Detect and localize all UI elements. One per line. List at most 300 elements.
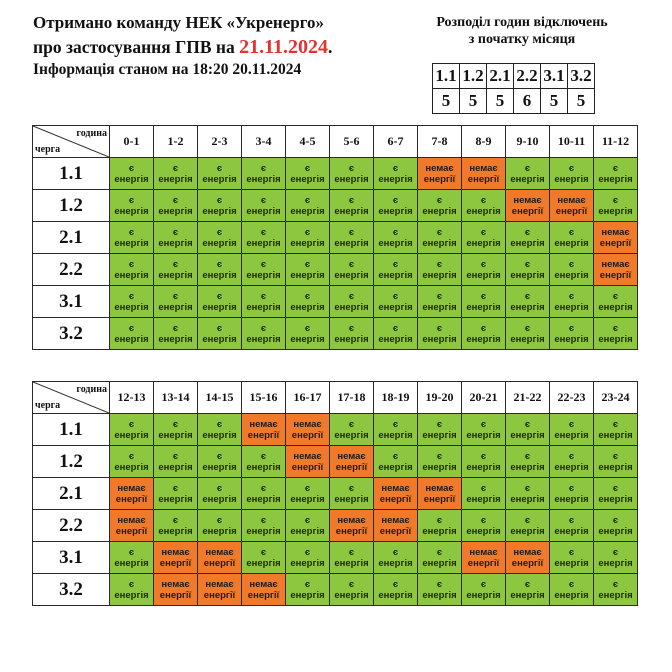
status-line2: енергія [290, 333, 325, 345]
hour-header: 15-16 [242, 382, 286, 414]
power-on-cell [550, 222, 594, 254]
status-line1: немає [249, 578, 278, 590]
status-line1: немає [513, 546, 542, 558]
status-line1: є [216, 514, 223, 526]
queue-row [33, 318, 638, 350]
status-line2: енергія [246, 237, 281, 249]
status-line2: енергія [202, 205, 237, 217]
distribution-queue: 1.2 [460, 64, 487, 89]
status-line1: є [480, 482, 487, 494]
power-off-cell [374, 510, 418, 542]
power-on-cell [594, 510, 638, 542]
status-line1: є [392, 322, 399, 334]
status-line2: енергія [554, 557, 589, 569]
status-line2: енергія [290, 269, 325, 281]
power-on-cell [418, 286, 462, 318]
queue-label: 1.1 [33, 414, 110, 446]
power-on-cell [154, 222, 198, 254]
power-on-cell [418, 190, 462, 222]
power-on-cell [154, 318, 198, 350]
corner-queue-label: черга [35, 144, 61, 155]
distribution-hours: 5 [433, 89, 460, 114]
status-line1: є [480, 450, 487, 462]
status-line1: є [260, 482, 267, 494]
power-on-cell [242, 510, 286, 542]
hour-header: 13-14 [154, 382, 198, 414]
hour-header: 4-5 [286, 126, 330, 158]
status-line1: є [304, 226, 311, 238]
status-line1: є [392, 290, 399, 302]
status-line1: є [568, 578, 575, 590]
power-on-cell [198, 190, 242, 222]
status-line2: енергія [466, 525, 501, 537]
status-line2: енергії [467, 557, 500, 569]
queue-row [33, 254, 638, 286]
status-line2: енергія [290, 301, 325, 313]
distribution-hours: 5 [487, 89, 514, 114]
status-line1: є [612, 450, 619, 462]
power-off-cell [594, 222, 638, 254]
status-line1: є [304, 482, 311, 494]
power-on-cell [506, 286, 550, 318]
power-on-cell [506, 574, 550, 606]
queue-row [33, 222, 638, 254]
queue-label: 2.2 [33, 254, 110, 286]
status-line2: енергія [598, 493, 633, 505]
status-line1: немає [469, 546, 498, 558]
status-line1: є [260, 226, 267, 238]
power-on-cell [374, 286, 418, 318]
status-line2: енергії [511, 205, 544, 217]
status-line1: є [348, 546, 355, 558]
power-on-cell [110, 254, 154, 286]
status-line1: є [260, 546, 267, 558]
power-on-cell [462, 478, 506, 510]
power-on-cell [110, 318, 154, 350]
status-line2: енергія [114, 589, 149, 601]
power-on-cell [286, 574, 330, 606]
status-line1: є [260, 514, 267, 526]
status-line2: енергія [290, 237, 325, 249]
status-line2: енергія [334, 173, 369, 185]
queue-row [33, 158, 638, 190]
status-line1: є [436, 258, 443, 270]
power-on-cell [286, 478, 330, 510]
status-line1: є [216, 226, 223, 238]
status-line1: є [128, 258, 135, 270]
distribution-hours: 5 [460, 89, 487, 114]
power-on-cell [154, 286, 198, 318]
status-line1: немає [425, 162, 454, 174]
hour-header: 3-4 [242, 126, 286, 158]
status-line1: є [348, 290, 355, 302]
power-on-cell [330, 254, 374, 286]
status-line1: є [172, 322, 179, 334]
status-line1: є [524, 322, 531, 334]
power-on-cell [374, 446, 418, 478]
status-line1: є [172, 226, 179, 238]
status-line1: є [128, 162, 135, 174]
status-line1: немає [601, 258, 630, 270]
power-on-cell [198, 318, 242, 350]
status-line2: енергії [467, 173, 500, 185]
status-line2: енергія [554, 173, 589, 185]
power-on-cell [154, 446, 198, 478]
distribution-title-line2: з початку місяця [468, 32, 576, 47]
status-line1: є [348, 162, 355, 174]
status-line1: є [436, 514, 443, 526]
hour-header: 7-8 [418, 126, 462, 158]
status-line1: є [260, 258, 267, 270]
status-line2: енергія [554, 493, 589, 505]
status-line1: немає [161, 546, 190, 558]
status-line2: енергія [510, 333, 545, 345]
status-line1: є [524, 162, 531, 174]
power-on-cell [198, 222, 242, 254]
hour-header: 9-10 [506, 126, 550, 158]
distribution-hours: 5 [568, 89, 595, 114]
status-line1: є [260, 450, 267, 462]
power-on-cell [506, 158, 550, 190]
status-line2: енергія [378, 237, 413, 249]
queue-label: 1.2 [33, 190, 110, 222]
status-line2: енергія [378, 557, 413, 569]
queue-label: 2.1 [33, 222, 110, 254]
status-line2: енергія [290, 173, 325, 185]
power-on-cell [594, 574, 638, 606]
status-line1: немає [293, 418, 322, 430]
power-on-cell [154, 414, 198, 446]
hour-header: 0-1 [110, 126, 154, 158]
status-line1: є [304, 514, 311, 526]
status-line2: енергія [510, 429, 545, 441]
status-line2: енергія [334, 333, 369, 345]
status-line2: енергія [510, 461, 545, 473]
status-line1: є [128, 290, 135, 302]
status-line2: енергія [290, 557, 325, 569]
queue-label: 3.1 [33, 286, 110, 318]
status-line1: є [612, 514, 619, 526]
power-on-cell [154, 254, 198, 286]
power-on-cell [154, 510, 198, 542]
status-line2: енергія [466, 269, 501, 281]
status-line2: енергія [598, 301, 633, 313]
power-on-cell [154, 190, 198, 222]
distribution-table [432, 63, 595, 114]
hour-header: 16-17 [286, 382, 330, 414]
status-line2: енергія [378, 461, 413, 473]
power-on-cell [286, 190, 330, 222]
power-on-cell [506, 414, 550, 446]
status-line2: енергія [598, 429, 633, 441]
power-off-cell [418, 158, 462, 190]
status-line1: є [612, 482, 619, 494]
status-line1: є [480, 258, 487, 270]
power-on-cell [550, 414, 594, 446]
status-line2: енергія [114, 429, 149, 441]
status-line1: немає [381, 514, 410, 526]
status-line2: енергія [598, 589, 633, 601]
status-line1: є [436, 418, 443, 430]
status-line1: є [392, 162, 399, 174]
status-line2: енергія [422, 557, 457, 569]
status-line1: є [392, 546, 399, 558]
status-line2: енергії [599, 269, 632, 281]
queue-label: 3.2 [33, 574, 110, 606]
status-line2: енергія [202, 237, 237, 249]
corner-queue-label: черга [35, 400, 61, 411]
status-line1: є [348, 226, 355, 238]
status-line1: є [524, 226, 531, 238]
header-date: 21.11.2024 [239, 36, 329, 58]
status-line1: немає [293, 450, 322, 462]
power-on-cell [506, 446, 550, 478]
power-on-cell [550, 446, 594, 478]
status-line1: є [128, 578, 135, 590]
header-application-prefix: про застосування ГПВ на [33, 37, 240, 57]
status-line2: енергія [422, 525, 457, 537]
status-line2: енергія [290, 493, 325, 505]
status-line1: є [436, 450, 443, 462]
power-on-cell [594, 158, 638, 190]
power-on-cell [198, 286, 242, 318]
status-line1: є [612, 322, 619, 334]
status-line1: є [216, 290, 223, 302]
status-line1: є [304, 162, 311, 174]
status-line2: енергія [554, 269, 589, 281]
status-line2: енергії [247, 429, 280, 441]
status-line2: енергія [202, 301, 237, 313]
status-line1: є [612, 290, 619, 302]
power-on-cell [594, 478, 638, 510]
status-line1: є [172, 162, 179, 174]
distribution-hours-row [433, 89, 595, 114]
status-line2: енергія [290, 205, 325, 217]
power-off-cell [242, 414, 286, 446]
status-line2: енергія [334, 557, 369, 569]
status-line2: енергії [115, 525, 148, 537]
status-line1: є [568, 226, 575, 238]
status-line1: є [480, 322, 487, 334]
queue-label: 1.1 [33, 158, 110, 190]
status-line1: є [524, 290, 531, 302]
hour-header: 20-21 [462, 382, 506, 414]
status-line2: енергія [114, 237, 149, 249]
status-line2: енергія [290, 525, 325, 537]
power-off-cell [110, 478, 154, 510]
power-on-cell [330, 318, 374, 350]
hour-header: 22-23 [550, 382, 594, 414]
status-line2: енергія [246, 525, 281, 537]
schedule-table-2 [32, 381, 638, 606]
status-line1: є [348, 418, 355, 430]
status-line2: енергії [203, 589, 236, 601]
power-on-cell [110, 190, 154, 222]
power-on-cell [374, 190, 418, 222]
queue-row [33, 574, 638, 606]
hour-header: 2-3 [198, 126, 242, 158]
status-line2: енергія [466, 237, 501, 249]
status-line1: немає [337, 450, 366, 462]
status-line1: є [524, 482, 531, 494]
status-line2: енергія [290, 589, 325, 601]
power-off-cell [286, 414, 330, 446]
power-on-cell [330, 222, 374, 254]
queue-row [33, 414, 638, 446]
status-line2: енергія [334, 589, 369, 601]
status-line1: немає [117, 482, 146, 494]
distribution-queue: 2.1 [487, 64, 514, 89]
status-line1: є [436, 322, 443, 334]
status-line2: енергія [202, 493, 237, 505]
hour-header: 23-24 [594, 382, 638, 414]
status-line2: енергія [422, 429, 457, 441]
status-line2: енергія [378, 269, 413, 281]
status-line1: є [260, 290, 267, 302]
status-line1: є [568, 162, 575, 174]
status-line2: енергія [114, 461, 149, 473]
power-off-cell [374, 478, 418, 510]
status-line2: енергія [334, 429, 369, 441]
status-line1: є [216, 450, 223, 462]
distribution-title [424, 14, 620, 48]
status-line2: енергії [159, 589, 192, 601]
status-line1: є [392, 450, 399, 462]
status-line2: енергія [422, 269, 457, 281]
power-on-cell [462, 222, 506, 254]
header-application-suffix: . [328, 37, 333, 57]
power-on-cell [242, 222, 286, 254]
power-on-cell [418, 222, 462, 254]
status-line2: енергія [554, 301, 589, 313]
status-line1: є [568, 322, 575, 334]
status-line1: є [304, 194, 311, 206]
power-off-cell [506, 542, 550, 574]
status-line2: енергія [334, 493, 369, 505]
status-line1: є [568, 546, 575, 558]
status-line2: енергія [598, 461, 633, 473]
corner-cell [33, 126, 110, 158]
power-on-cell [154, 478, 198, 510]
status-line2: енергія [422, 205, 457, 217]
power-on-cell [286, 158, 330, 190]
hour-header: 11-12 [594, 126, 638, 158]
status-line2: енергія [378, 589, 413, 601]
status-line1: є [612, 194, 619, 206]
power-off-cell [330, 510, 374, 542]
status-line2: енергія [158, 237, 193, 249]
power-on-cell [550, 510, 594, 542]
power-off-cell [110, 510, 154, 542]
status-line1: є [436, 578, 443, 590]
power-off-cell [462, 158, 506, 190]
status-line2: енергія [378, 205, 413, 217]
status-line2: енергія [378, 429, 413, 441]
power-on-cell [198, 446, 242, 478]
status-line2: енергія [114, 269, 149, 281]
status-line1: є [172, 482, 179, 494]
hour-header: 18-19 [374, 382, 418, 414]
power-on-cell [594, 446, 638, 478]
power-on-cell [550, 286, 594, 318]
status-line2: енергія [554, 461, 589, 473]
status-line2: енергія [114, 301, 149, 313]
status-line1: є [568, 290, 575, 302]
status-line1: є [260, 162, 267, 174]
power-on-cell [550, 158, 594, 190]
power-on-cell [330, 478, 374, 510]
hours-header-row [33, 126, 638, 158]
status-line2: енергія [554, 525, 589, 537]
power-on-cell [506, 254, 550, 286]
power-on-cell [286, 542, 330, 574]
power-on-cell [374, 414, 418, 446]
status-line2: енергія [554, 237, 589, 249]
power-on-cell [154, 158, 198, 190]
status-line1: є [612, 546, 619, 558]
hour-header: 12-13 [110, 382, 154, 414]
status-line2: енергія [202, 173, 237, 185]
status-line2: енергії [423, 493, 456, 505]
power-on-cell [242, 318, 286, 350]
hour-header: 17-18 [330, 382, 374, 414]
status-line2: енергія [114, 173, 149, 185]
hour-header: 6-7 [374, 126, 418, 158]
corner-hour-label: година [76, 384, 107, 395]
status-line2: енергія [554, 429, 589, 441]
status-line1: немає [337, 514, 366, 526]
status-line1: є [392, 194, 399, 206]
power-on-cell [374, 574, 418, 606]
status-line2: енергія [422, 461, 457, 473]
power-on-cell [330, 158, 374, 190]
status-line2: енергія [466, 301, 501, 313]
status-line2: енергія [422, 333, 457, 345]
status-line1: немає [161, 578, 190, 590]
status-line2: енергія [114, 333, 149, 345]
status-line1: є [480, 514, 487, 526]
power-on-cell [594, 318, 638, 350]
status-line1: є [568, 418, 575, 430]
status-line2: енергія [598, 557, 633, 569]
status-line2: енергія [378, 301, 413, 313]
queue-row [33, 478, 638, 510]
status-line2: енергія [158, 429, 193, 441]
power-on-cell [550, 574, 594, 606]
power-on-cell [330, 574, 374, 606]
power-on-cell [506, 478, 550, 510]
hour-header: 10-11 [550, 126, 594, 158]
hour-header: 21-22 [506, 382, 550, 414]
power-on-cell [418, 510, 462, 542]
status-line2: енергії [423, 173, 456, 185]
status-line1: немає [425, 482, 454, 494]
status-line1: є [128, 226, 135, 238]
status-line1: є [260, 194, 267, 206]
status-line1: є [524, 418, 531, 430]
status-line2: енергія [598, 173, 633, 185]
queue-row [33, 542, 638, 574]
status-line2: енергія [246, 461, 281, 473]
power-on-cell [242, 542, 286, 574]
status-line1: є [128, 546, 135, 558]
power-on-cell [198, 510, 242, 542]
status-line1: є [172, 450, 179, 462]
status-line2: енергії [291, 429, 324, 441]
status-line1: є [128, 194, 135, 206]
power-on-cell [286, 254, 330, 286]
hours-header-row [33, 382, 638, 414]
